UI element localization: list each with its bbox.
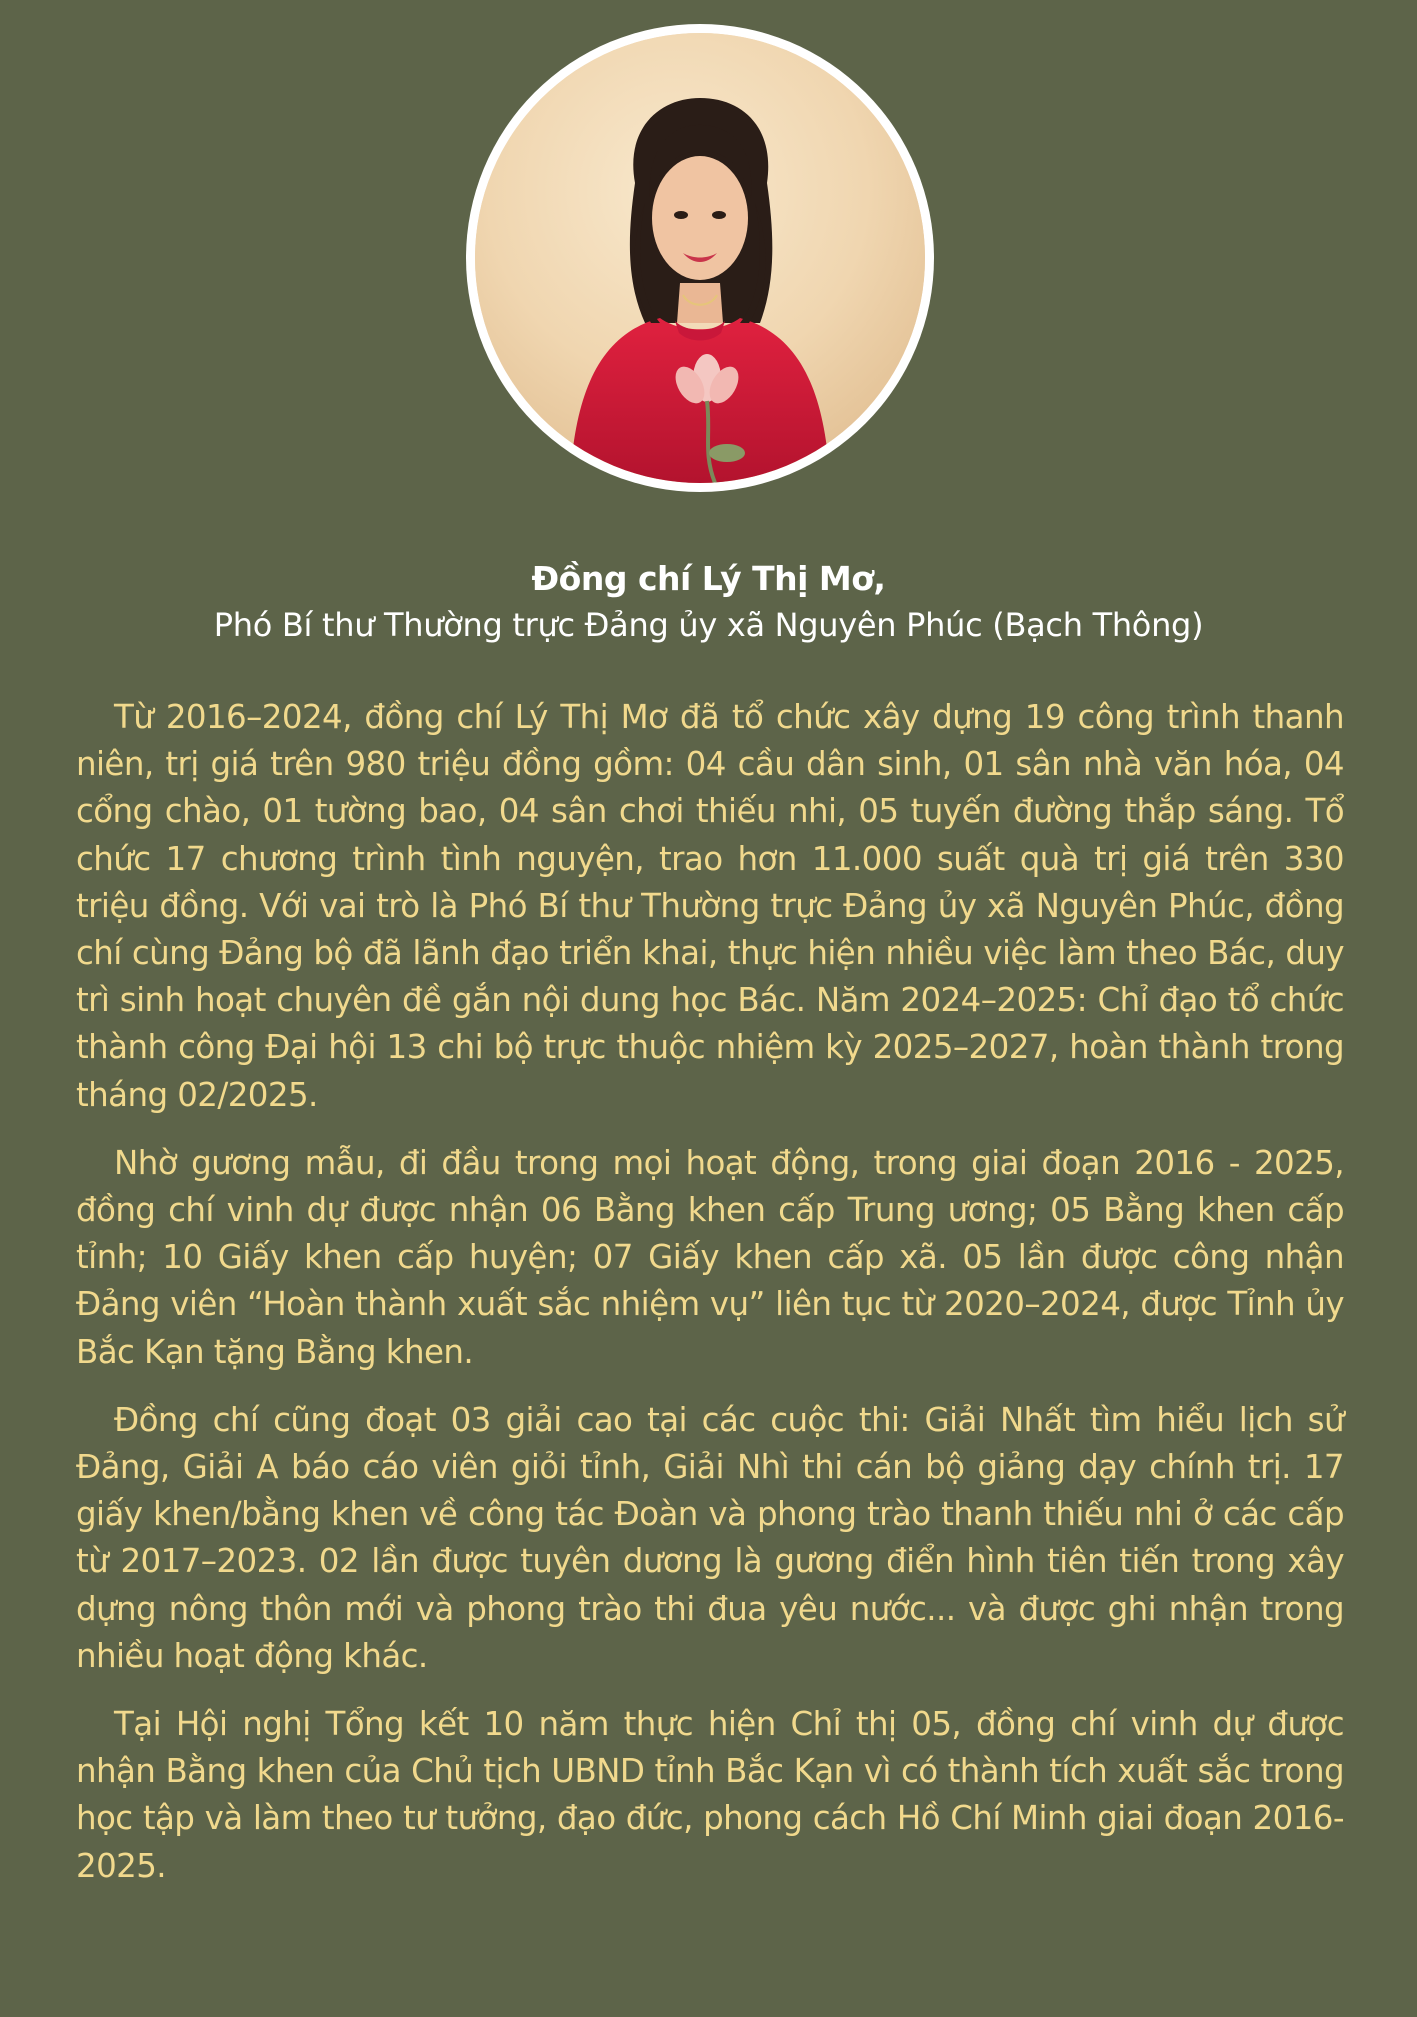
- portrait-illustration: [475, 33, 925, 483]
- paragraph-3: Đồng chí cũng đoạt 03 giải cao tại các cuộc thi: Giải Nhất tìm hiểu lịch sử Đảng, Giải A báo cáo viên giỏi tỉnh, Giải Nhì thi cán bộ giảng dạy chính trị. 17 giấy khen/bằng khen về công tác Đoàn và phong trào thanh thiếu nhi ở các cấp từ 2017–2023. 02 lần được tuyên dương là gương điển hình tiên tiến trong xây dựng nông thôn mới và phong trào thi đua yêu nước... và được ghi nhận trong nhiều hoạt động khác.: [76, 1400, 1344, 1675]
- portrait-frame: [466, 24, 934, 492]
- paragraph-4: Tại Hội nghị Tổng kết 10 năm thực hiện Chỉ thị 05, đồng chí vinh dự được nhận Bằng khen của Chủ tịch UBND tỉnh Bắc Kạn vì có thành tích xuất sắc trong học tập và làm theo tư tưởng, đạo đức, phong cách Hồ Chí Minh giai đoạn 2016-2025.: [76, 1705, 1344, 1885]
- article-body: [76, 694, 1344, 1911]
- paragraph-1: Từ 2016–2024, đồng chí Lý Thị Mơ đã tổ chức xây dựng 19 công trình thanh niên, trị giá trên 980 triệu đồng gồm: 04 cầu dân sinh, 01 sân nhà văn hóa, 04 cổng chào, 01 tường bao, 04 sân chơi thiếu nhi, 05 tuyến đường thắp sáng. Tổ chức 17 chương trình tình nguyện, trao hơn 11.000 suất quà trị giá trên 330 triệu đồng. Với vai trò là Phó Bí thư Thường trực Đảng ủy xã Nguyên Phúc, đồng chí cùng Đảng bộ đã lãnh đạo triển khai, thực hiện nhiều việc làm theo Bác, duy trì sinh hoạt chuyên đề gắn nội dung học Bác. Năm 2024–2025: Chỉ đạo tổ chức thành công Đại hội 13 chi bộ trực thuộc nhiệm kỳ 2025–2027, hoàn thành trong tháng 02/2025.: [76, 698, 1344, 1114]
- caption-title: Phó Bí thư Thường trực Đảng ủy xã Nguyên Phúc (Bạch Thông): [213, 606, 1204, 644]
- paragraph-2: Nhờ gương mẫu, đi đầu trong mọi hoạt động, trong giai đoạn 2016 - 2025, đồng chí vinh dự được nhận 06 Bằng khen cấp Trung ương; 05 Bằng khen cấp tỉnh; 10 Giấy khen cấp huyện; 07 Giấy khen cấp xã. 05 lần được công nhận Đảng viên “Hoàn thành xuất sắc nhiệm vụ” liên tục từ 2020–2024, được Tỉnh ủy Bắc Kạn tặng Bằng khen.: [76, 1143, 1344, 1371]
- portrait-photo: [475, 33, 925, 483]
- caption-name: Đồng chí Lý Thị Mơ,: [531, 559, 886, 598]
- photo-caption: [0, 556, 1417, 648]
